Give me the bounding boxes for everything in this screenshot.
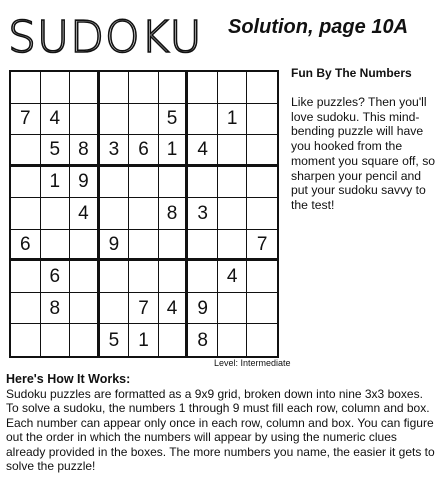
sudoku-cell-r4c5[interactable] <box>129 167 159 199</box>
logo-text: SUDOKU <box>8 14 203 58</box>
sudoku-cell-r9c1[interactable] <box>11 324 41 356</box>
sudoku-cell-r1c3[interactable] <box>70 72 100 104</box>
sudoku-cell-r7c8[interactable]: 4 <box>218 261 248 293</box>
sudoku-cell-r7c7[interactable] <box>188 261 218 293</box>
sudoku-cell-r7c9[interactable] <box>247 261 277 293</box>
sudoku-cell-r1c1[interactable] <box>11 72 41 104</box>
sudoku-cell-r5c8[interactable] <box>218 198 248 230</box>
sudoku-cell-r2c8[interactable]: 1 <box>218 104 248 136</box>
sudoku-cell-r1c4[interactable] <box>100 72 130 104</box>
sudoku-cell-r4c9[interactable] <box>247 167 277 199</box>
sudoku-cell-r9c7[interactable]: 8 <box>188 324 218 356</box>
sudoku-cell-r7c6[interactable] <box>159 261 189 293</box>
sudoku-cell-r7c2[interactable]: 6 <box>41 261 71 293</box>
sidebar-title: Fun By The Numbers <box>291 66 412 80</box>
sidebar-body: Like puzzles? Then you'll love sudoku. This mind-bending puzzle will have you hooked from the moment you square off, so sharpen your pencil and put your sudoku savvy to the test! <box>291 95 436 212</box>
how-it-works-title: Here's How It Works: <box>6 372 131 386</box>
sudoku-cell-r2c2[interactable]: 4 <box>41 104 71 136</box>
sudoku-cell-r6c5[interactable] <box>129 230 159 262</box>
sudoku-cell-r3c4[interactable]: 3 <box>100 135 130 167</box>
sudoku-cell-r8c5[interactable]: 7 <box>129 293 159 325</box>
sudoku-cell-r7c3[interactable] <box>70 261 100 293</box>
sudoku-cell-r6c6[interactable] <box>159 230 189 262</box>
sudoku-cell-r9c8[interactable] <box>218 324 248 356</box>
sudoku-cell-r2c9[interactable] <box>247 104 277 136</box>
sudoku-cell-r8c8[interactable] <box>218 293 248 325</box>
sudoku-cell-r2c5[interactable] <box>129 104 159 136</box>
sudoku-cell-r4c3[interactable]: 9 <box>70 167 100 199</box>
sudoku-cell-r2c4[interactable] <box>100 104 130 136</box>
sudoku-cell-r8c6[interactable]: 4 <box>159 293 189 325</box>
sidebar-intro <box>291 66 437 213</box>
sudoku-cell-r7c4[interactable] <box>100 261 130 293</box>
sudoku-cell-r8c1[interactable] <box>11 293 41 325</box>
sudoku-cell-r6c3[interactable] <box>70 230 100 262</box>
sudoku-cell-r9c2[interactable] <box>41 324 71 356</box>
how-it-works-section <box>6 372 436 473</box>
sudoku-cell-r3c5[interactable]: 6 <box>129 135 159 167</box>
sudoku-cell-r9c5[interactable]: 1 <box>129 324 159 356</box>
sudoku-cell-r8c3[interactable] <box>70 293 100 325</box>
sudoku-cell-r7c1[interactable] <box>11 261 41 293</box>
sudoku-cell-r3c6[interactable]: 1 <box>159 135 189 167</box>
sudoku-cell-r5c2[interactable] <box>41 198 71 230</box>
sudoku-cell-r6c1[interactable]: 6 <box>11 230 41 262</box>
how-it-works-body: Sudoku puzzles are formatted as a 9x9 grid, broken down into nine 3x3 boxes. To solve a sudoku, the numbers 1 through 9 must fill each row, column and box. Each number can appear only once in each row, column and box. You can figure out the order in which the numbers will appear by using the numeric clues already provided in the boxes. The more numbers you name, the easier it gets to solve the puzzle! <box>6 387 435 474</box>
sudoku-cell-r3c8[interactable] <box>218 135 248 167</box>
sudoku-cell-r5c1[interactable] <box>11 198 41 230</box>
sudoku-cell-r6c9[interactable]: 7 <box>247 230 277 262</box>
sudoku-cell-r2c6[interactable]: 5 <box>159 104 189 136</box>
sudoku-cell-r5c4[interactable] <box>100 198 130 230</box>
sudoku-cell-r6c7[interactable] <box>188 230 218 262</box>
sudoku-logo <box>8 14 216 58</box>
sudoku-cell-r7c5[interactable] <box>129 261 159 293</box>
sudoku-cell-r1c9[interactable] <box>247 72 277 104</box>
difficulty-level: Level: Intermediate <box>214 358 291 368</box>
sudoku-cell-r5c7[interactable]: 3 <box>188 198 218 230</box>
sudoku-cell-r8c4[interactable] <box>100 293 130 325</box>
sudoku-cell-r9c3[interactable] <box>70 324 100 356</box>
sudoku-cell-r3c7[interactable]: 4 <box>188 135 218 167</box>
sudoku-cell-r9c9[interactable] <box>247 324 277 356</box>
sudoku-cell-r6c4[interactable]: 9 <box>100 230 130 262</box>
sudoku-cell-r9c4[interactable]: 5 <box>100 324 130 356</box>
sudoku-cell-r8c7[interactable]: 9 <box>188 293 218 325</box>
sudoku-cell-r4c6[interactable] <box>159 167 189 199</box>
sudoku-cell-r8c2[interactable]: 8 <box>41 293 71 325</box>
sudoku-cell-r2c1[interactable]: 7 <box>11 104 41 136</box>
solution-reference: Solution, page 10A <box>228 16 409 38</box>
sudoku-cell-r6c8[interactable] <box>218 230 248 262</box>
sudoku-cell-r3c3[interactable]: 8 <box>70 135 100 167</box>
sudoku-cell-r5c6[interactable]: 8 <box>159 198 189 230</box>
sudoku-cell-r3c9[interactable] <box>247 135 277 167</box>
sudoku-cell-r4c7[interactable] <box>188 167 218 199</box>
sudoku-cell-r6c2[interactable] <box>41 230 71 262</box>
sudoku-cell-r4c4[interactable] <box>100 167 130 199</box>
sudoku-cell-r1c7[interactable] <box>188 72 218 104</box>
sudoku-grid <box>9 70 279 358</box>
sudoku-cell-r9c6[interactable] <box>159 324 189 356</box>
sudoku-cell-r1c2[interactable] <box>41 72 71 104</box>
sudoku-cell-r5c9[interactable] <box>247 198 277 230</box>
sudoku-cell-r3c2[interactable]: 5 <box>41 135 71 167</box>
sudoku-cell-r1c5[interactable] <box>129 72 159 104</box>
sudoku-cell-r4c8[interactable] <box>218 167 248 199</box>
sudoku-cell-r2c7[interactable] <box>188 104 218 136</box>
sudoku-cell-r1c6[interactable] <box>159 72 189 104</box>
sudoku-cell-r3c1[interactable] <box>11 135 41 167</box>
sudoku-cell-r5c5[interactable] <box>129 198 159 230</box>
sudoku-cell-r2c3[interactable] <box>70 104 100 136</box>
sudoku-cell-r8c9[interactable] <box>247 293 277 325</box>
sudoku-cell-r5c3[interactable]: 4 <box>70 198 100 230</box>
sudoku-cell-r4c2[interactable]: 1 <box>41 167 71 199</box>
sudoku-cell-r1c8[interactable] <box>218 72 248 104</box>
sudoku-cell-r4c1[interactable] <box>11 167 41 199</box>
